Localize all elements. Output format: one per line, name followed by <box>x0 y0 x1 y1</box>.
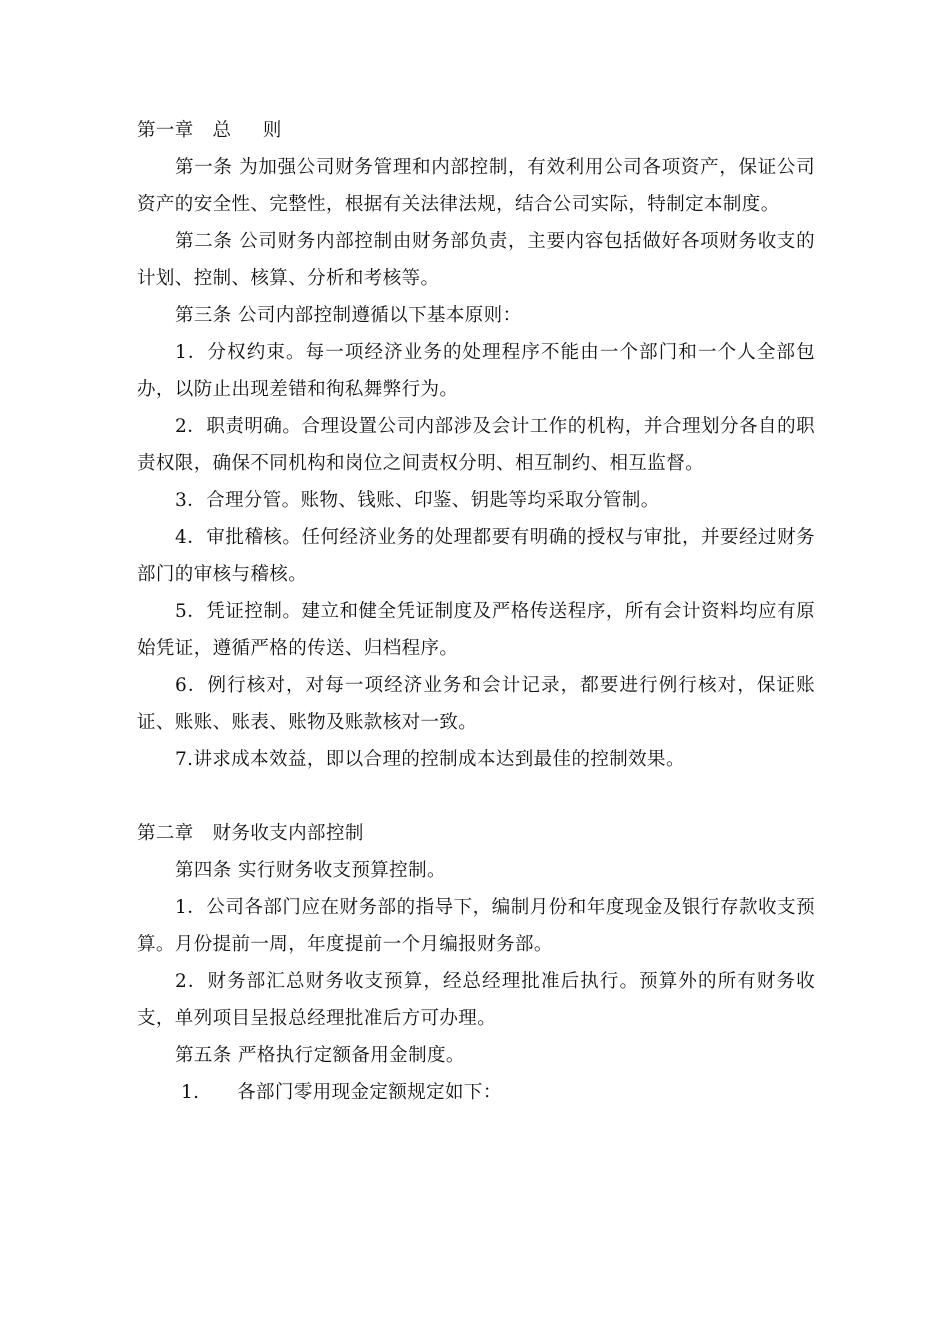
principle-item: 3．合理分管。账物、钱账、印鉴、钥匙等均采取分管制。 <box>175 490 660 511</box>
chapter-2 <box>137 815 815 1111</box>
article-2: 第二条 公司财务内部控制由财务部负责，主要内容包括做好各项财务收支的计划、控制、核算、分析和考核等。 <box>137 231 815 289</box>
principle-item: 4．审批稽核。任何经济业务的处理都要有明确的授权与审批，并要经过财务部门的审核与稽核。 <box>137 527 815 585</box>
principle-item: 7.讲求成本效益，即以合理的控制成本达到最佳的控制效果。 <box>175 749 685 770</box>
petty-cash-item: 1. 各部门零用现金定额规定如下： <box>181 1082 502 1103</box>
article-1: 第一条 为加强公司财务管理和内部控制，有效利用公司各项资产，保证公司资产的安全性、完整性，根据有关法律法规，结合公司实际，特制定本制度。 <box>137 157 815 215</box>
chapter-heading: 第一章 总 则 <box>137 120 282 141</box>
principle-item: 6．例行核对，对每一项经济业务和会计记录，都要进行例行核对，保证账证、账账、账表、账物及账款核对一致。 <box>137 675 815 733</box>
chapter-heading: 第二章 财务收支内部控制 <box>137 823 364 844</box>
article-3: 第三条 公司内部控制遵循以下基本原则： <box>175 305 522 326</box>
principle-item: 2．职责明确。合理设置公司内部涉及会计工作的机构，并合理划分各自的职责权限，确保不同机构和岗位之间责权分明、相互制约、相互监督。 <box>137 416 815 474</box>
principle-item: 1．分权约束。每一项经济业务的处理程序不能由一个部门和一个人全部包办，以防止出现差错和徇私舞弊行为。 <box>137 342 815 400</box>
principle-item: 5．凭证控制。建立和健全凭证制度及严格传送程序，所有会计资料均应有原始凭证，遵循严格的传送、归档程序。 <box>137 601 815 659</box>
article-5: 第五条 严格执行定额备用金制度。 <box>175 1045 465 1066</box>
chapter-1 <box>137 112 815 778</box>
budget-item: 2．财务部汇总财务收支预算，经总经理批准后执行。预算外的所有财务收支，单列项目呈报总经理批准后方可办理。 <box>137 971 815 1029</box>
article-4: 第四条 实行财务收支预算控制。 <box>175 860 446 881</box>
document-body <box>137 112 815 1111</box>
budget-item: 1．公司各部门应在财务部的指导下，编制月份和年度现金及银行存款收支预算。月份提前一周，年度提前一个月编报财务部。 <box>137 897 815 955</box>
